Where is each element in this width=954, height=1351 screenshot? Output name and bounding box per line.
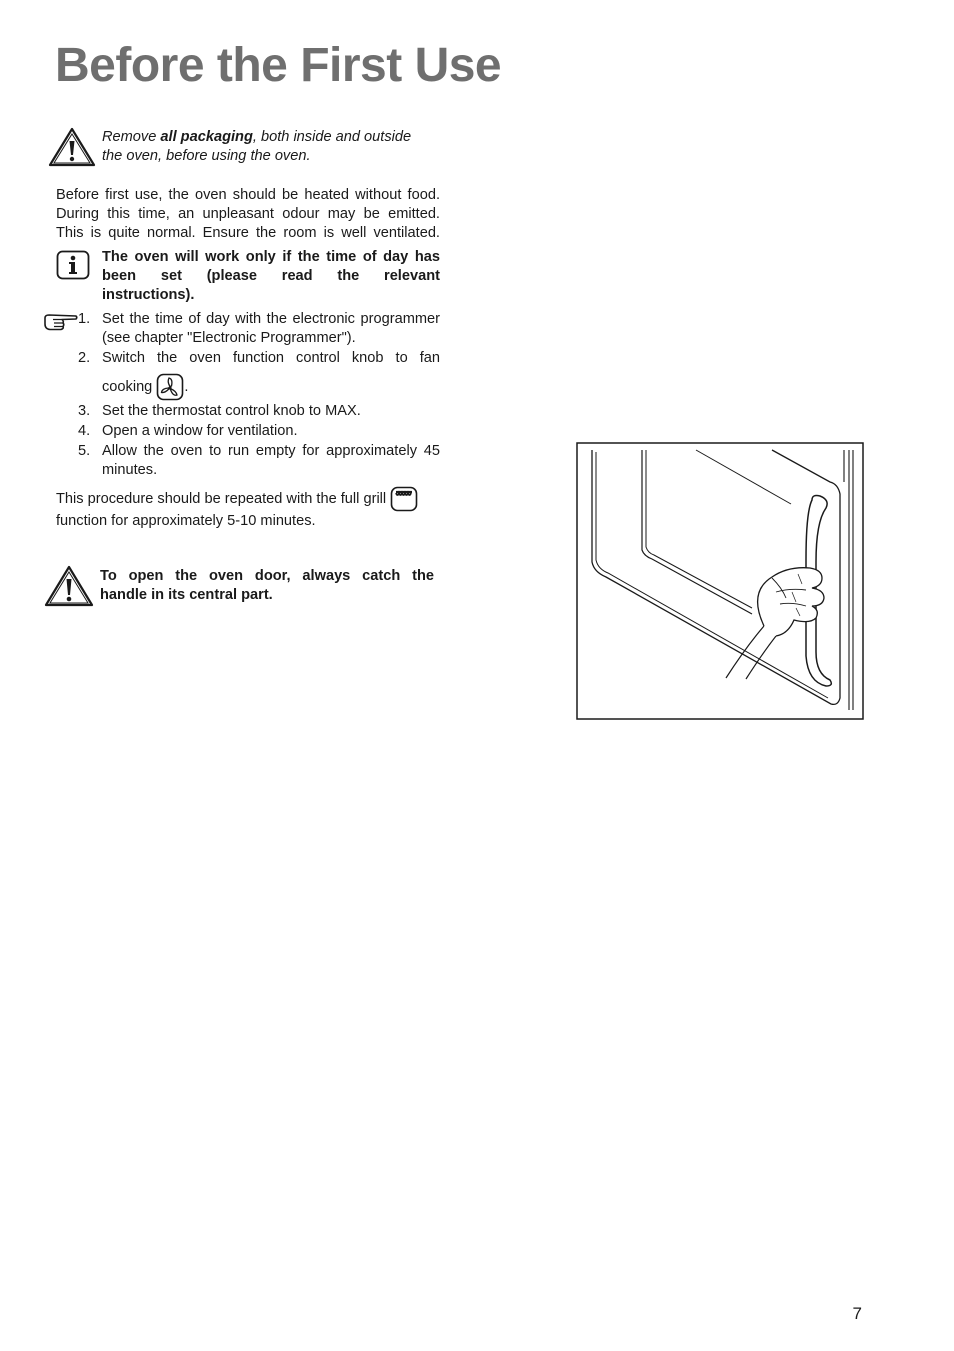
step-text: minutes.	[102, 462, 158, 479]
repeat-paragraph	[56, 486, 446, 531]
door-warning-line: handle in its central part.	[100, 587, 273, 603]
warning-triangle-icon	[48, 126, 96, 168]
list-item	[78, 442, 440, 480]
steps-list	[78, 310, 440, 481]
step-number: 4.	[78, 423, 91, 440]
step-text: cooking	[102, 379, 153, 395]
list-item	[78, 422, 440, 441]
step-number: 1.	[78, 311, 91, 327]
page-title: Before the First Use	[55, 39, 502, 92]
door-warning-line: To open the oven door, always catch the	[100, 568, 434, 584]
pointing-hand-icon	[42, 312, 78, 332]
step-number: 2.	[78, 350, 91, 366]
step-number: 5.	[78, 443, 91, 460]
step-text: Set the thermostat control knob to MAX.	[102, 403, 361, 420]
warning-triangle-icon	[44, 564, 94, 608]
page-number: 7	[852, 1304, 862, 1323]
info-icon	[56, 250, 90, 280]
info-line: instructions).	[102, 287, 195, 303]
repeat-line2: function for approximately 5-10 minutes.	[56, 513, 316, 530]
warning-emphasis: all packaging	[160, 129, 253, 145]
intro-line: During this time, an unpleasant odour may be emitted.	[56, 206, 440, 222]
step-text-end: .	[184, 379, 189, 395]
warning-line2: the oven, before using the oven.	[102, 148, 311, 164]
intro-paragraph	[56, 186, 440, 243]
grill-icon	[390, 486, 418, 512]
step-text: (see chapter "Electronic Programmer").	[102, 330, 356, 346]
warning-prefix: Remove	[102, 129, 161, 145]
warning-suffix: , both inside and outside	[252, 129, 412, 145]
info-line: been set (please read the relevant	[102, 268, 440, 284]
intro-line: This is quite normal. Ensure the room is well ventilated.	[56, 225, 440, 241]
info-line: The oven will work only if the time of day has	[102, 249, 440, 265]
repeat-line1: This procedure should be repeated with the full grill	[56, 491, 387, 507]
door-warning-text	[100, 567, 434, 605]
hand-on-oven-door-handle-illustration	[576, 442, 864, 720]
list-item	[78, 349, 440, 401]
intro-line: Before first use, the oven should be heated without food.	[56, 187, 440, 203]
step-text: Open a window for ventilation.	[102, 423, 298, 440]
step-number: 3.	[78, 403, 91, 420]
list-item	[78, 402, 440, 421]
list-item	[78, 310, 440, 348]
fan-icon	[156, 373, 184, 401]
step-text: Set the time of day with the electronic programmer	[102, 311, 440, 327]
info-note-text	[102, 248, 440, 305]
packaging-warning-text	[102, 128, 440, 166]
step-text: Switch the oven function control knob to fan	[102, 350, 440, 366]
step-text: Allow the oven to run empty for approximately 45	[102, 443, 440, 460]
